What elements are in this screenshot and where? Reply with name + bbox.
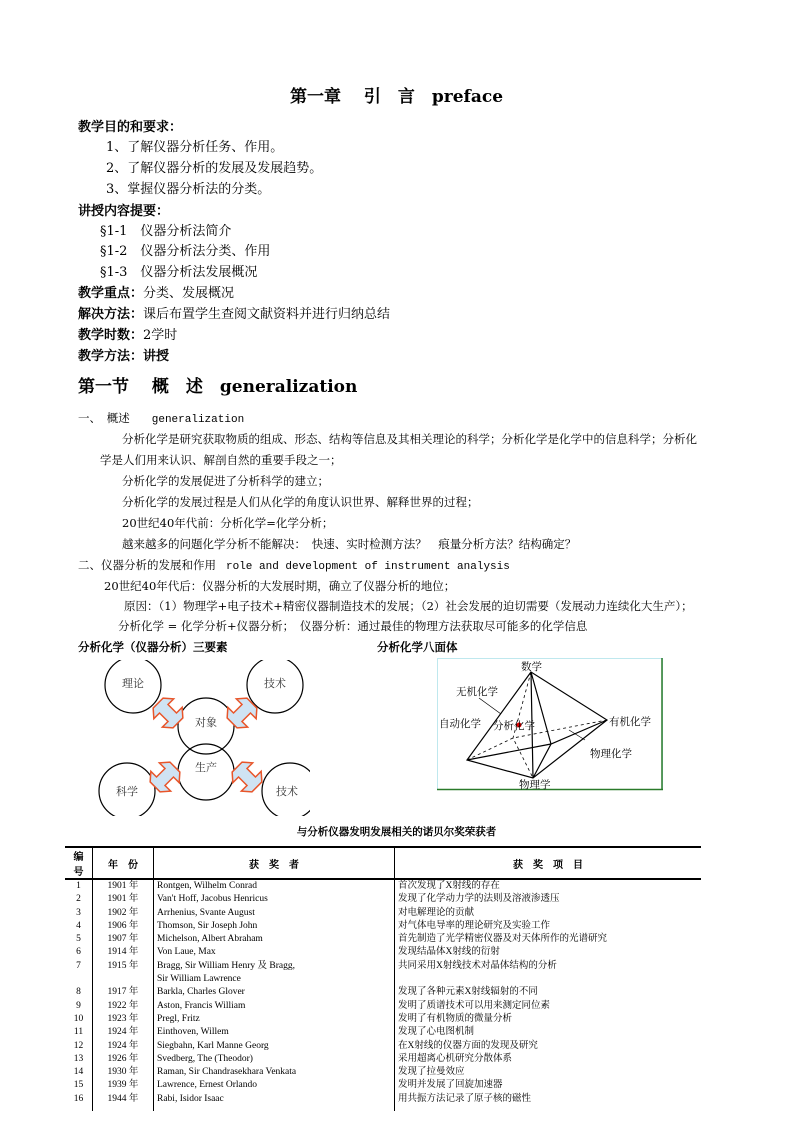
cell-year: 1906 年 [93, 920, 154, 933]
table-row [65, 1093, 701, 1111]
cell-year: 1914 年 [93, 946, 154, 959]
cell-number: 4 [76, 920, 81, 931]
vertex-label: 数学 [521, 661, 542, 673]
part1-heading-en: generalization [151, 414, 245, 426]
cell-achievement: 对电解理论的贡献 [395, 907, 702, 920]
cell-laureate: Pregl, Fritz [154, 1013, 395, 1026]
cell-laureate: Siegbahn, Karl Manne Georg [154, 1040, 395, 1053]
double-arrow-icon [148, 693, 188, 733]
cell-number: 16 [73, 1093, 84, 1104]
cell-year: 1917 年 [93, 986, 154, 999]
diagram1-title: 分析化学（仪器分析）三要素 [78, 640, 228, 654]
cell-laureate: Raman, Sir Chandrasekhara Venkata [154, 1066, 395, 1079]
cell-laureate: Svedberg, The (Theodor) [154, 1053, 395, 1066]
cell-number [65, 973, 93, 986]
cell-number: 7 [76, 960, 81, 971]
cell-year: 1901 年 [93, 879, 154, 893]
header-number: 编 号 [65, 847, 93, 879]
nobel-table [65, 846, 701, 1111]
node-label: 对象 [195, 716, 217, 729]
cell-laureate: Sir William Lawrence [154, 973, 395, 986]
cell-achievement: 在X射线的仪器方面的发现及研究 [395, 1040, 702, 1053]
table-row [65, 1026, 701, 1039]
cell-laureate: Lawrence, Ernest Orlando [154, 1079, 395, 1092]
objective-item: 3、掌握仪器分析法的分类。 [106, 182, 271, 197]
paragraph-line: 分析化学 = 化学分析+仪器分析； 仪器分析：通过最佳的物理方法获取尽可能多的化学信息 [118, 619, 588, 633]
paragraph-line: 学是人们用来认识、解剖自然的重要手段之一； [100, 453, 342, 467]
table-row [65, 1040, 701, 1053]
cell-number: 13 [73, 1053, 84, 1064]
outline-item: §1-2 仪器分析法分类、作用 [100, 244, 271, 259]
solution [78, 308, 390, 321]
cell-laureate: Michelson, Albert Abraham [154, 933, 395, 946]
part1-heading-cn: 一、 概述 [78, 411, 130, 425]
objectives-heading: 教学目的和要求： [78, 120, 183, 135]
table-row [65, 893, 701, 906]
cell-achievement: 发现了拉曼效应 [395, 1066, 702, 1079]
cell-achievement [395, 973, 702, 986]
cell-year: 1907 年 [93, 933, 154, 946]
part2-heading [78, 560, 510, 573]
cell-laureate: Van't Hoff, Jacobus Henricus [154, 893, 395, 906]
cell-achievement: 首次发现了X射线的存在 [395, 879, 702, 893]
cell-achievement: 发明了有机物质的微量分析 [395, 1013, 702, 1026]
cell-number: 6 [76, 947, 81, 958]
table-row [65, 879, 701, 893]
table-row [65, 1079, 701, 1092]
cell-number: 14 [73, 1067, 84, 1078]
cell-number: 11 [73, 1027, 84, 1038]
cell-number: 3 [76, 907, 81, 918]
outline-heading: 讲授内容提要： [78, 204, 170, 219]
cell-achievement: 发明并发展了回旋加速器 [395, 1079, 702, 1092]
table-row [65, 1013, 701, 1026]
node-label: 技术 [264, 677, 286, 690]
cell-year: 1922 年 [93, 1000, 154, 1013]
cell-achievement: 采用超离心机研究分散体系 [395, 1053, 702, 1066]
paragraph-line: 原因：（1）物理学+电子技术+精密仪器制造技术的发展；（2）社会发展的迫切需要（发展动力连续化大生产）； [124, 599, 693, 613]
method-value: 讲授 [143, 349, 170, 364]
key-points [78, 287, 234, 300]
cell-achievement: 发明了质谱技术可以用来测定同位素 [395, 1000, 702, 1013]
vertex-label: 分析化学 [493, 720, 535, 732]
outline-item: §1-3 仪器分析法发展概况 [100, 265, 258, 280]
cell-laureate: Rabi, Isidor Isaac [154, 1093, 395, 1111]
cell-year: 1923 年 [93, 1013, 154, 1026]
page-title: 第一章 引 言 preface [289, 87, 504, 107]
paragraph-line: 20世纪40年代后：仪器分析的大发展时期，确立了仪器分析的地位； [104, 579, 456, 593]
table-row [65, 1000, 701, 1013]
table-row [65, 973, 701, 986]
double-arrow-icon [222, 693, 262, 733]
table-title: 与分析仪器发明发展相关的诺贝尔奖荣获者 [296, 826, 497, 838]
part2-heading-cn: 二、仪器分析的发展和作用 [78, 558, 216, 572]
cell-number: 2 [76, 894, 81, 905]
cell-laureate: Von Laue, Max [154, 946, 395, 959]
diagram2-title: 分析化学八面体 [377, 640, 458, 654]
cell-number: 1 [76, 881, 81, 891]
paragraph-line: 分析化学的发展过程是人们从化学的角度认识世界、解释世界的过程； [122, 495, 479, 509]
cell-achievement: 发现了心电图机制 [395, 1026, 702, 1039]
vertex-label: 物理化学 [590, 748, 632, 760]
cell-laureate: Arrhenius, Svante August [154, 907, 395, 920]
paragraph-line: 分析化学的发展促进了分析科学的建立； [122, 474, 329, 488]
cell-year: 1915 年 [93, 960, 154, 973]
cell-laureate: Thomson, Sir Joseph John [154, 920, 395, 933]
hours-label: 教学时数： [78, 328, 144, 343]
vertex-label: 有机化学 [609, 716, 651, 728]
table-row [65, 1066, 701, 1079]
section-title: 第一节 概 述 generalization [78, 377, 358, 397]
cell-year: 1939 年 [93, 1079, 154, 1092]
node-label: 生产 [195, 761, 217, 774]
outline-item: §1-1 仪器分析法简介 [100, 224, 232, 239]
hours [78, 329, 177, 342]
part2-heading-en: role and development of instrument analysis [226, 561, 510, 573]
cell-year: 1944 年 [93, 1093, 154, 1111]
cell-number: 9 [76, 1000, 81, 1011]
node-label: 理论 [122, 677, 144, 690]
table-row [65, 933, 701, 946]
table-header-row [65, 847, 701, 879]
table-row [65, 1053, 701, 1066]
cell-laureate: Aston, Francis William [154, 1000, 395, 1013]
table-row [65, 920, 701, 933]
cell-achievement: 共同采用X射线技术对晶体结构的分析 [395, 960, 702, 973]
table-row [65, 986, 701, 999]
cell-year: 1902 年 [93, 907, 154, 920]
header-year: 年 份 [93, 847, 154, 879]
cell-laureate: Rontgen, Wilhelm Conrad [154, 879, 395, 893]
three-elements-diagram [95, 660, 310, 816]
cell-laureate: Barkla, Charles Glover [154, 986, 395, 999]
cell-year [93, 973, 154, 986]
cell-number: 10 [73, 1013, 84, 1024]
cell-laureate: Bragg, Sir William Henry 及 Bragg, [154, 960, 395, 973]
cell-achievement: 发现结晶体X射线的衍射 [395, 946, 702, 959]
node-label: 技术 [276, 785, 298, 798]
cell-achievement: 发现了化学动力学的法则及溶液渗透压 [395, 893, 702, 906]
node-label: 科学 [116, 785, 138, 798]
cell-number: 12 [73, 1040, 84, 1051]
paragraph-line: 越来越多的问题化学分析不能解决： 快速、实时检测方法？ 痕量分析方法？结构确定？ [122, 537, 577, 551]
cell-year: 1924 年 [93, 1026, 154, 1039]
vertex-label: 物理学 [519, 779, 551, 791]
table-row [65, 946, 701, 959]
header-achievement: 获 奖 项 目 [395, 847, 702, 879]
cell-achievement: 用共振方法记录了原子核的磁性 [395, 1093, 702, 1111]
solution-label: 解决方法： [78, 307, 144, 322]
hours-value: 2学时 [143, 328, 178, 343]
cell-year: 1901 年 [93, 893, 154, 906]
table-row [65, 907, 701, 920]
paragraph-line: 分析化学是研究获取物质的组成、形态、结构等信息及其相关理论的科学；分析化学是化学中的信息科学；分析化 [122, 432, 697, 446]
cell-year: 1924 年 [93, 1040, 154, 1053]
solution-value: 课后布置学生查阅文献资料并进行归纳总结 [143, 307, 391, 322]
header-laureate: 获 奖 者 [154, 847, 395, 879]
key-points-value: 分类、发展概况 [143, 286, 235, 301]
part1-heading [78, 413, 244, 426]
cell-achievement: 首先制造了光学精密仪器及对天体所作的光谱研究 [395, 933, 702, 946]
paragraph-line: 20世纪40年代前：分析化学=化学分析； [122, 516, 334, 530]
method [78, 350, 169, 363]
cell-achievement: 发现了各种元素X射线辐射的不同 [395, 986, 702, 999]
cell-laureate: Einthoven, Willem [154, 1026, 395, 1039]
cell-number: 15 [73, 1080, 84, 1091]
method-label: 教学方法： [78, 349, 144, 364]
table-row [65, 960, 701, 973]
objective-item: 2、了解仪器分析的发展及发展趋势。 [106, 161, 323, 176]
objective-item: 1、了解仪器分析任务、作用。 [106, 140, 284, 155]
cell-number: 8 [76, 987, 81, 998]
cell-number: 5 [76, 934, 81, 945]
octahedron-diagram [437, 658, 663, 791]
cell-year: 1930 年 [93, 1066, 154, 1079]
vertex-label: 自动化学 [439, 718, 481, 730]
cell-achievement: 对气体电导率的理论研究及实验工作 [395, 920, 702, 933]
key-points-label: 教学重点： [78, 286, 144, 301]
cell-year: 1926 年 [93, 1053, 154, 1066]
vertex-label: 无机化学 [456, 686, 498, 698]
